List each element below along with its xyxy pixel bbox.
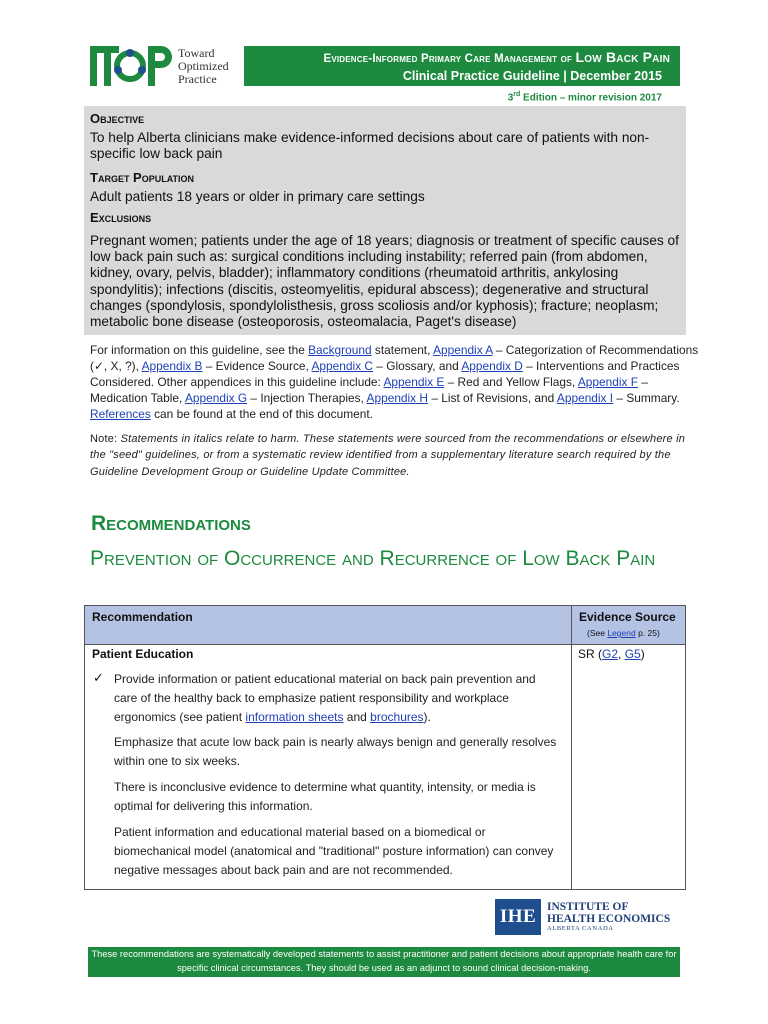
legend-text: (See [587,628,608,638]
references-link[interactable]: References [90,407,151,421]
col-evidence-source: Evidence Source [579,610,676,624]
column-divider [571,606,572,889]
edition-text: Edition – minor revision 2017 [520,92,662,104]
ihe-line: INSTITUTE OF [547,901,629,913]
appendix-h-link[interactable]: Appendix H [366,391,429,405]
header-bar [244,46,680,86]
document-title [323,49,670,65]
src-text: , [618,647,625,661]
recommendation-paragraph [114,670,562,727]
title-part: Evidence-Informed Primary Care Management of [323,53,576,65]
prevention-heading: Prevention of Occurrence and Recurrence of Low Back Pain [90,547,656,570]
top-logo [90,44,235,90]
intro-paragraph [90,342,700,422]
appendix-e-link[interactable]: Appendix E [383,375,445,389]
population-heading: Target Population [90,170,195,185]
appendix-g-link[interactable]: Appendix G [184,391,248,405]
g2-link[interactable]: G2 [602,647,619,661]
ihe-location: ALBERTA CANADA [547,925,614,932]
logo-line: Practice [178,72,217,86]
g5-link[interactable]: G5 [624,647,641,661]
ihe-logo [495,899,685,939]
logo-line: Toward [178,46,215,60]
appendix-f-link[interactable]: Appendix F [577,375,639,389]
brochures-link[interactable]: brochures [370,710,424,724]
intro-text: – Medication Table, [90,375,648,405]
col-recommendation: Recommendation [92,610,193,624]
exclusions-text: Pregnant women; patients under the age of 18 years; diagnosis or treatment of specific causes of low back pain such as: surgical conditions including instability; referred pain (from abdomen, kidney, ovary, pelvis, bladder); inflammatory conditions (rheumatoid arthritis, ankylosing spondylitis); infections (discitis, osteomyelitis, epidural abscess); degenerative and structural changes (spondylosis, spondylolisthesis, gross scoliosis and/or kyphosis); fracture; neoplasm; metabolic bone disease (osteoporosis, osteomalacia, Paget's disease) [90,233,679,330]
legend-note [587,628,660,638]
information-sheets-link[interactable]: information sheets [245,710,344,724]
para-text: and [343,710,371,724]
section-label: Patient Education [92,647,194,661]
population-text: Adult patients 18 years or older in primary care settings [90,189,425,204]
edition-number: 3 [507,92,514,104]
intro-text: – Evidence Source, [202,359,312,373]
intro-text: – Injection Therapies, [247,391,367,405]
intro-text: – Red and Yellow Flags, [444,375,578,389]
note-label: Note: [90,433,121,445]
ihe-logo-mark: IHE [495,899,541,935]
recommendation-paragraph: Emphasize that acute low back pain is nearly always benign and generally resolves within one to six weeks. [114,735,557,768]
exclusions-heading: Exclusions [90,210,152,225]
edition-note [508,91,662,103]
recommendation-paragraph: Patient information and educational material based on a biomedical or biomechanical model (anatomical and "traditional" posture information) can convey negative messages about back pain and are not recommended. [114,825,554,877]
intro-text: – Categorization of Recommendations (✓, X, ?), [90,343,699,373]
objective-text: To help Alberta clinicians make evidence-informed decisions about care of patients with non-specific low back pain [90,130,650,162]
recommendations-heading: Recommendations [91,512,251,535]
edition-sup: rd [513,91,521,98]
appendix-d-link[interactable]: Appendix D [461,359,523,373]
intro-text: – Summary. [613,391,680,405]
intro-text: For information on this guideline, see the [90,343,309,357]
logo-line: Optimized [178,59,229,73]
checkmark-icon: ✓ [93,670,104,685]
para-text: Provide information or patient educational material on back pain prevention and care of the healthy back to emphasize patient responsibility and workplace ergonomics (see patient [114,672,536,724]
intro-text: can be found at the end of this document. [150,407,373,421]
top-logo-mark [90,44,182,90]
legend-link[interactable]: Legend [607,628,636,638]
src-text: ) [640,647,645,661]
recommendation-paragraph: There is inconclusive evidence to determine what quantity, intensity, or media is optimal for delivering this information. [114,780,536,813]
appendix-a-link[interactable]: Appendix A [433,343,493,357]
ihe-line: HEALTH ECONOMICS [547,913,671,925]
footer-disclaimer: These recommendations are systematically developed statements to assist practitioner and patient decisions about appropriate health care for specific clinical circumstances. They should be used as an adjunct to sound clinical decision-making. [88,947,680,977]
intro-text: – Interventions and Practices Considered. Other appendices in this guideline include: [90,359,680,389]
legend-text: p. 25) [635,628,660,638]
harm-note [90,431,690,480]
note-text: Statements in italics relate to harm. These statements were sourced from the recommendations or elsewhere in the "seed" guidelines, or from a systematic review identified from a supplementary literature search required by the Guideline Development Group or Guideline Update Committee. [90,433,686,478]
recommendation-table [84,605,686,890]
intro-text: – Glossary, and [372,359,462,373]
title-emphasis: Low Back Pain [575,49,670,65]
ihe-name [547,901,670,925]
background-link[interactable]: Background [308,343,372,357]
appendix-c-link[interactable]: Appendix C [311,359,373,373]
appendix-i-link[interactable]: Appendix I [556,391,614,405]
evidence-source-cell [578,647,645,661]
para-text: ). [423,710,431,724]
summary-box [84,106,686,335]
logo-wordmark [178,47,229,86]
document-subtitle: Clinical Practice Guideline | December 2015 [402,69,662,83]
appendix-b-link[interactable]: Appendix B [141,359,203,373]
src-text: SR ( [578,647,602,661]
intro-text: – List of Revisions, and [428,391,557,405]
objective-heading: Objective [90,111,145,126]
intro-text: statement, [371,343,434,357]
